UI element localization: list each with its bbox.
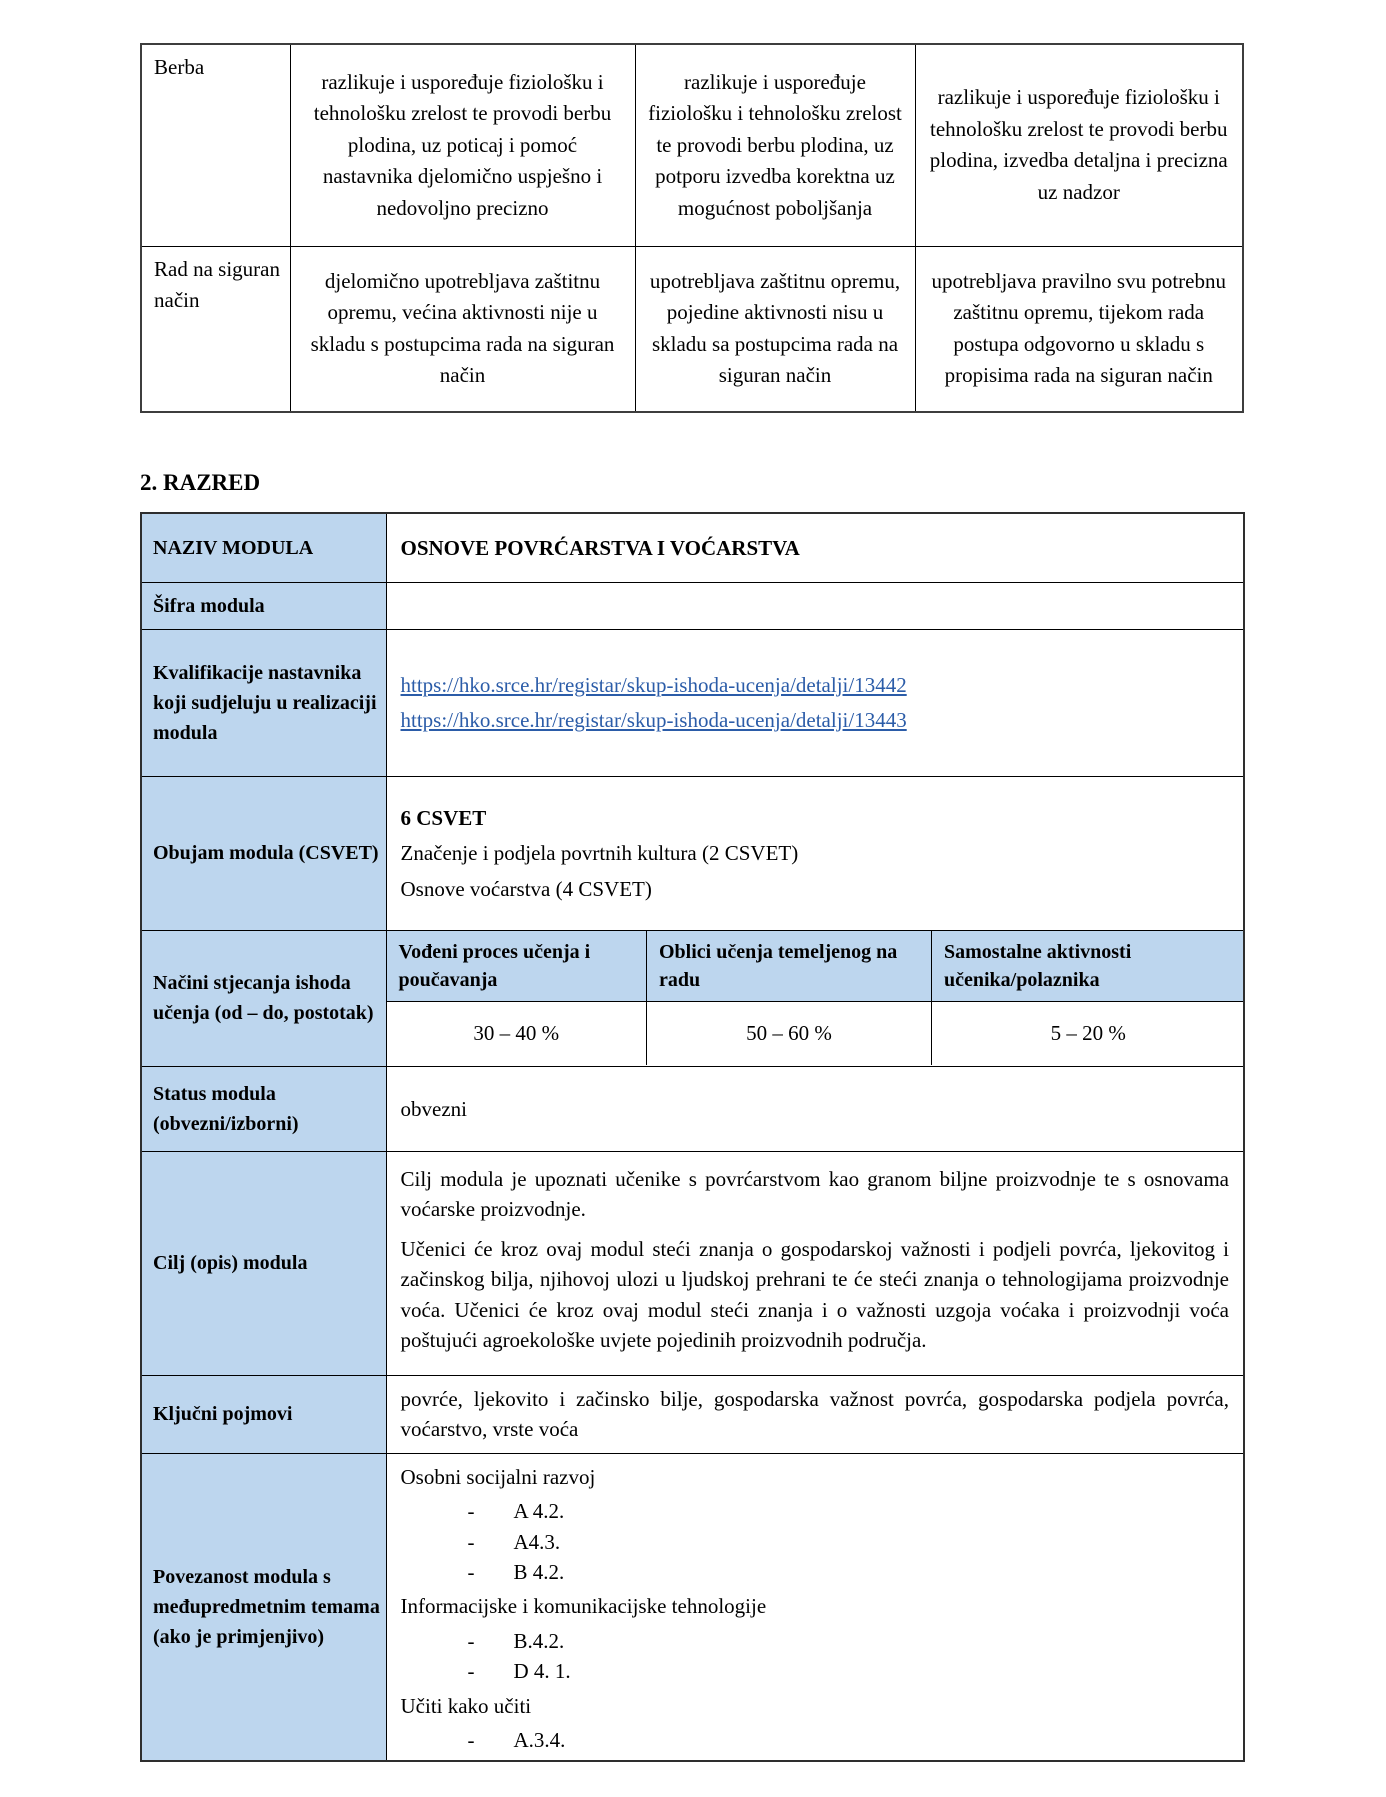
learning-modes-cell — [386, 930, 1244, 1066]
row-label-cilj: Cilj (opis) modula — [141, 1151, 386, 1375]
theme-title: Osobni socijalni razvoj — [400, 1464, 596, 1489]
criterion-cell: Rad na siguran način — [141, 246, 290, 412]
learning-modes-subtable — [387, 931, 1245, 1065]
subtable-values-row — [387, 1001, 1245, 1065]
list-item — [468, 1627, 1230, 1656]
row-learning-modes — [141, 930, 1244, 1066]
level-cell-good: upotrebljava zaštitnu opremu, pojedine aktivnosti nisu u skladu sa postupcima rada na siguran način — [635, 246, 915, 412]
theme-code: A 4.2. — [513, 1499, 565, 1524]
bullet-marker: - — [467, 1529, 475, 1554]
theme-code: A.3.4. — [513, 1727, 566, 1752]
level-cell-excellent: upotrebljava pravilno svu potrebnu zaštitnu opremu, tijekom rada postupa odgovorno u skladu s propisima rada na siguran način — [915, 246, 1243, 412]
module-volume-cell — [386, 776, 1244, 930]
module-code-value — [386, 582, 1244, 629]
percentage-value: 30 – 40 % — [473, 1021, 560, 1046]
qualification-link-1[interactable]: https://hko.srce.hr/registar/skup-ishoda-ucenja/detalji/13442 — [400, 672, 907, 697]
row-label-status: Status modula (obvezni/izborni) — [141, 1066, 386, 1151]
row-label-sifra-modula: Šifra modula — [141, 582, 386, 629]
module-info-table — [140, 512, 1245, 1762]
row-module-code — [141, 582, 1244, 629]
list-item — [468, 1528, 1230, 1557]
row-module-status — [141, 1066, 1244, 1151]
bullet-marker: - — [467, 1499, 475, 1524]
list-item — [468, 1726, 1230, 1755]
qualification-link-2[interactable]: https://hko.srce.hr/registar/skup-ishoda-ucenja/detalji/13443 — [400, 708, 907, 733]
row-label-nacini-stjecanja: Načini stjecanja ishoda učenja (od – do, postotak) — [141, 930, 386, 1066]
level-cell-sufficient: razlikuje i uspoređuje fiziološku i tehnološku zrelost te provodi berbu plodina, uz poticaj i pomoć nastavnika djelomično uspješno i nedovoljno precizno — [290, 44, 635, 246]
table-row-rad-na-siguran-nacin — [141, 246, 1243, 412]
row-module-name — [141, 513, 1244, 582]
row-teacher-qualifications — [141, 629, 1244, 776]
percentage-value: 50 – 60 % — [647, 1001, 932, 1065]
list-item — [468, 1497, 1230, 1526]
list-item — [468, 1558, 1230, 1587]
module-status-value: obvezni — [386, 1066, 1244, 1151]
list-item — [468, 1657, 1230, 1686]
theme-title: Učiti kako učiti — [400, 1693, 532, 1718]
table-row-berba — [141, 44, 1243, 246]
subtable-header-oblici-ucenja: Oblici učenja temeljenog na radu — [647, 931, 932, 1001]
level-cell-excellent: razlikuje i uspoređuje fiziološku i tehnološku zrelost te provodi berbu plodina, izvedba detaljna i precizna uz nadzor — [915, 44, 1243, 246]
theme-title: Informacijske i komunikacijske tehnologije — [400, 1594, 767, 1619]
bullet-marker: - — [467, 1727, 475, 1752]
qualification-links-cell — [386, 629, 1244, 776]
criterion-cell: Berba — [141, 44, 290, 246]
csvet-total: 6 CSVET — [400, 805, 487, 830]
theme-code: A4.3. — [513, 1529, 561, 1554]
theme-code: B.4.2. — [513, 1628, 565, 1653]
row-key-terms — [141, 1375, 1244, 1453]
row-label-obujam: Obujam modula (CSVET) — [141, 776, 386, 930]
bullet-marker: - — [467, 1628, 475, 1653]
grading-criteria-table — [140, 43, 1244, 413]
row-label-povezanost: Povezanost modula s međupredmetnim temama (ako je primjenjivo) — [141, 1453, 386, 1761]
row-module-goal — [141, 1151, 1244, 1375]
row-label-kvalifikacije: Kvalifikacije nastavnika koji sudjeluju u realizaciji modula — [141, 629, 386, 776]
csvet-item: Osnove voćarstva (4 CSVET) — [400, 876, 652, 901]
section-heading: 2. RAZRED — [140, 470, 261, 495]
cross-curricular-cell — [386, 1453, 1244, 1761]
subtable-header-samostalne-aktivnosti: Samostalne aktivnosti učenika/polaznika — [932, 931, 1245, 1001]
goal-paragraph: Cilj modula je upoznati učenike s povrćarstvom kao granom biljne proizvodnje te s osnovama voćarske proizvodnje. — [400, 1166, 1229, 1222]
percentage-value: 5 – 20 % — [932, 1001, 1245, 1065]
csvet-item: Značenje i podjela povrtnih kultura (2 CSVET) — [400, 841, 799, 866]
subtable-header-row — [387, 931, 1245, 1001]
bullet-marker: - — [467, 1559, 475, 1584]
row-label-kljucni-pojmovi: Ključni pojmovi — [141, 1375, 386, 1453]
theme-code: D 4. 1. — [513, 1659, 571, 1684]
level-cell-sufficient: djelomično upotrebljava zaštitnu opremu, većina aktivnosti nije u skladu s postupcima rada na siguran način — [290, 246, 635, 412]
level-cell-good: razlikuje i uspoređuje fiziološku i tehnološku zrelost te provodi berbu plodina, uz potporu izvedba korektna uz mogućnost poboljšanja — [635, 44, 915, 246]
row-cross-curricular — [141, 1453, 1244, 1761]
row-module-volume — [141, 776, 1244, 930]
row-label-naziv-modula: NAZIV MODULA — [141, 513, 386, 582]
page-content — [140, 0, 1243, 1762]
theme-code: B 4.2. — [513, 1559, 565, 1584]
bullet-marker: - — [467, 1659, 475, 1684]
module-goal-cell — [386, 1151, 1244, 1375]
goal-paragraph: Učenici će kroz ovaj modul steći znanja o gospodarskoj važnosti i podjeli povrća, ljekovitog i začinskog bilja, njihovoj ulozi u ljudskoj prehrani te će steći znanja o tehnologijama proizvodnje voća. Učenici će kroz ovaj modul steći znanja i o važnosti uzgoja voćaka i proizvodnji voća poštujući agroekološke uvjete pojedinih proizvodnih područja. — [400, 1236, 1229, 1353]
key-terms-value: povrće, ljekovito i začinsko bilje, gospodarska važnost povrća, gospodarska podjela povrća, voćarstvo, vrste voća — [386, 1375, 1244, 1453]
subtable-header-vodeni-proces: Vođeni proces učenja i poučavanja — [387, 931, 647, 1001]
module-name-value: OSNOVE POVRĆARSTVA I VOĆARSTVA — [386, 513, 1244, 582]
